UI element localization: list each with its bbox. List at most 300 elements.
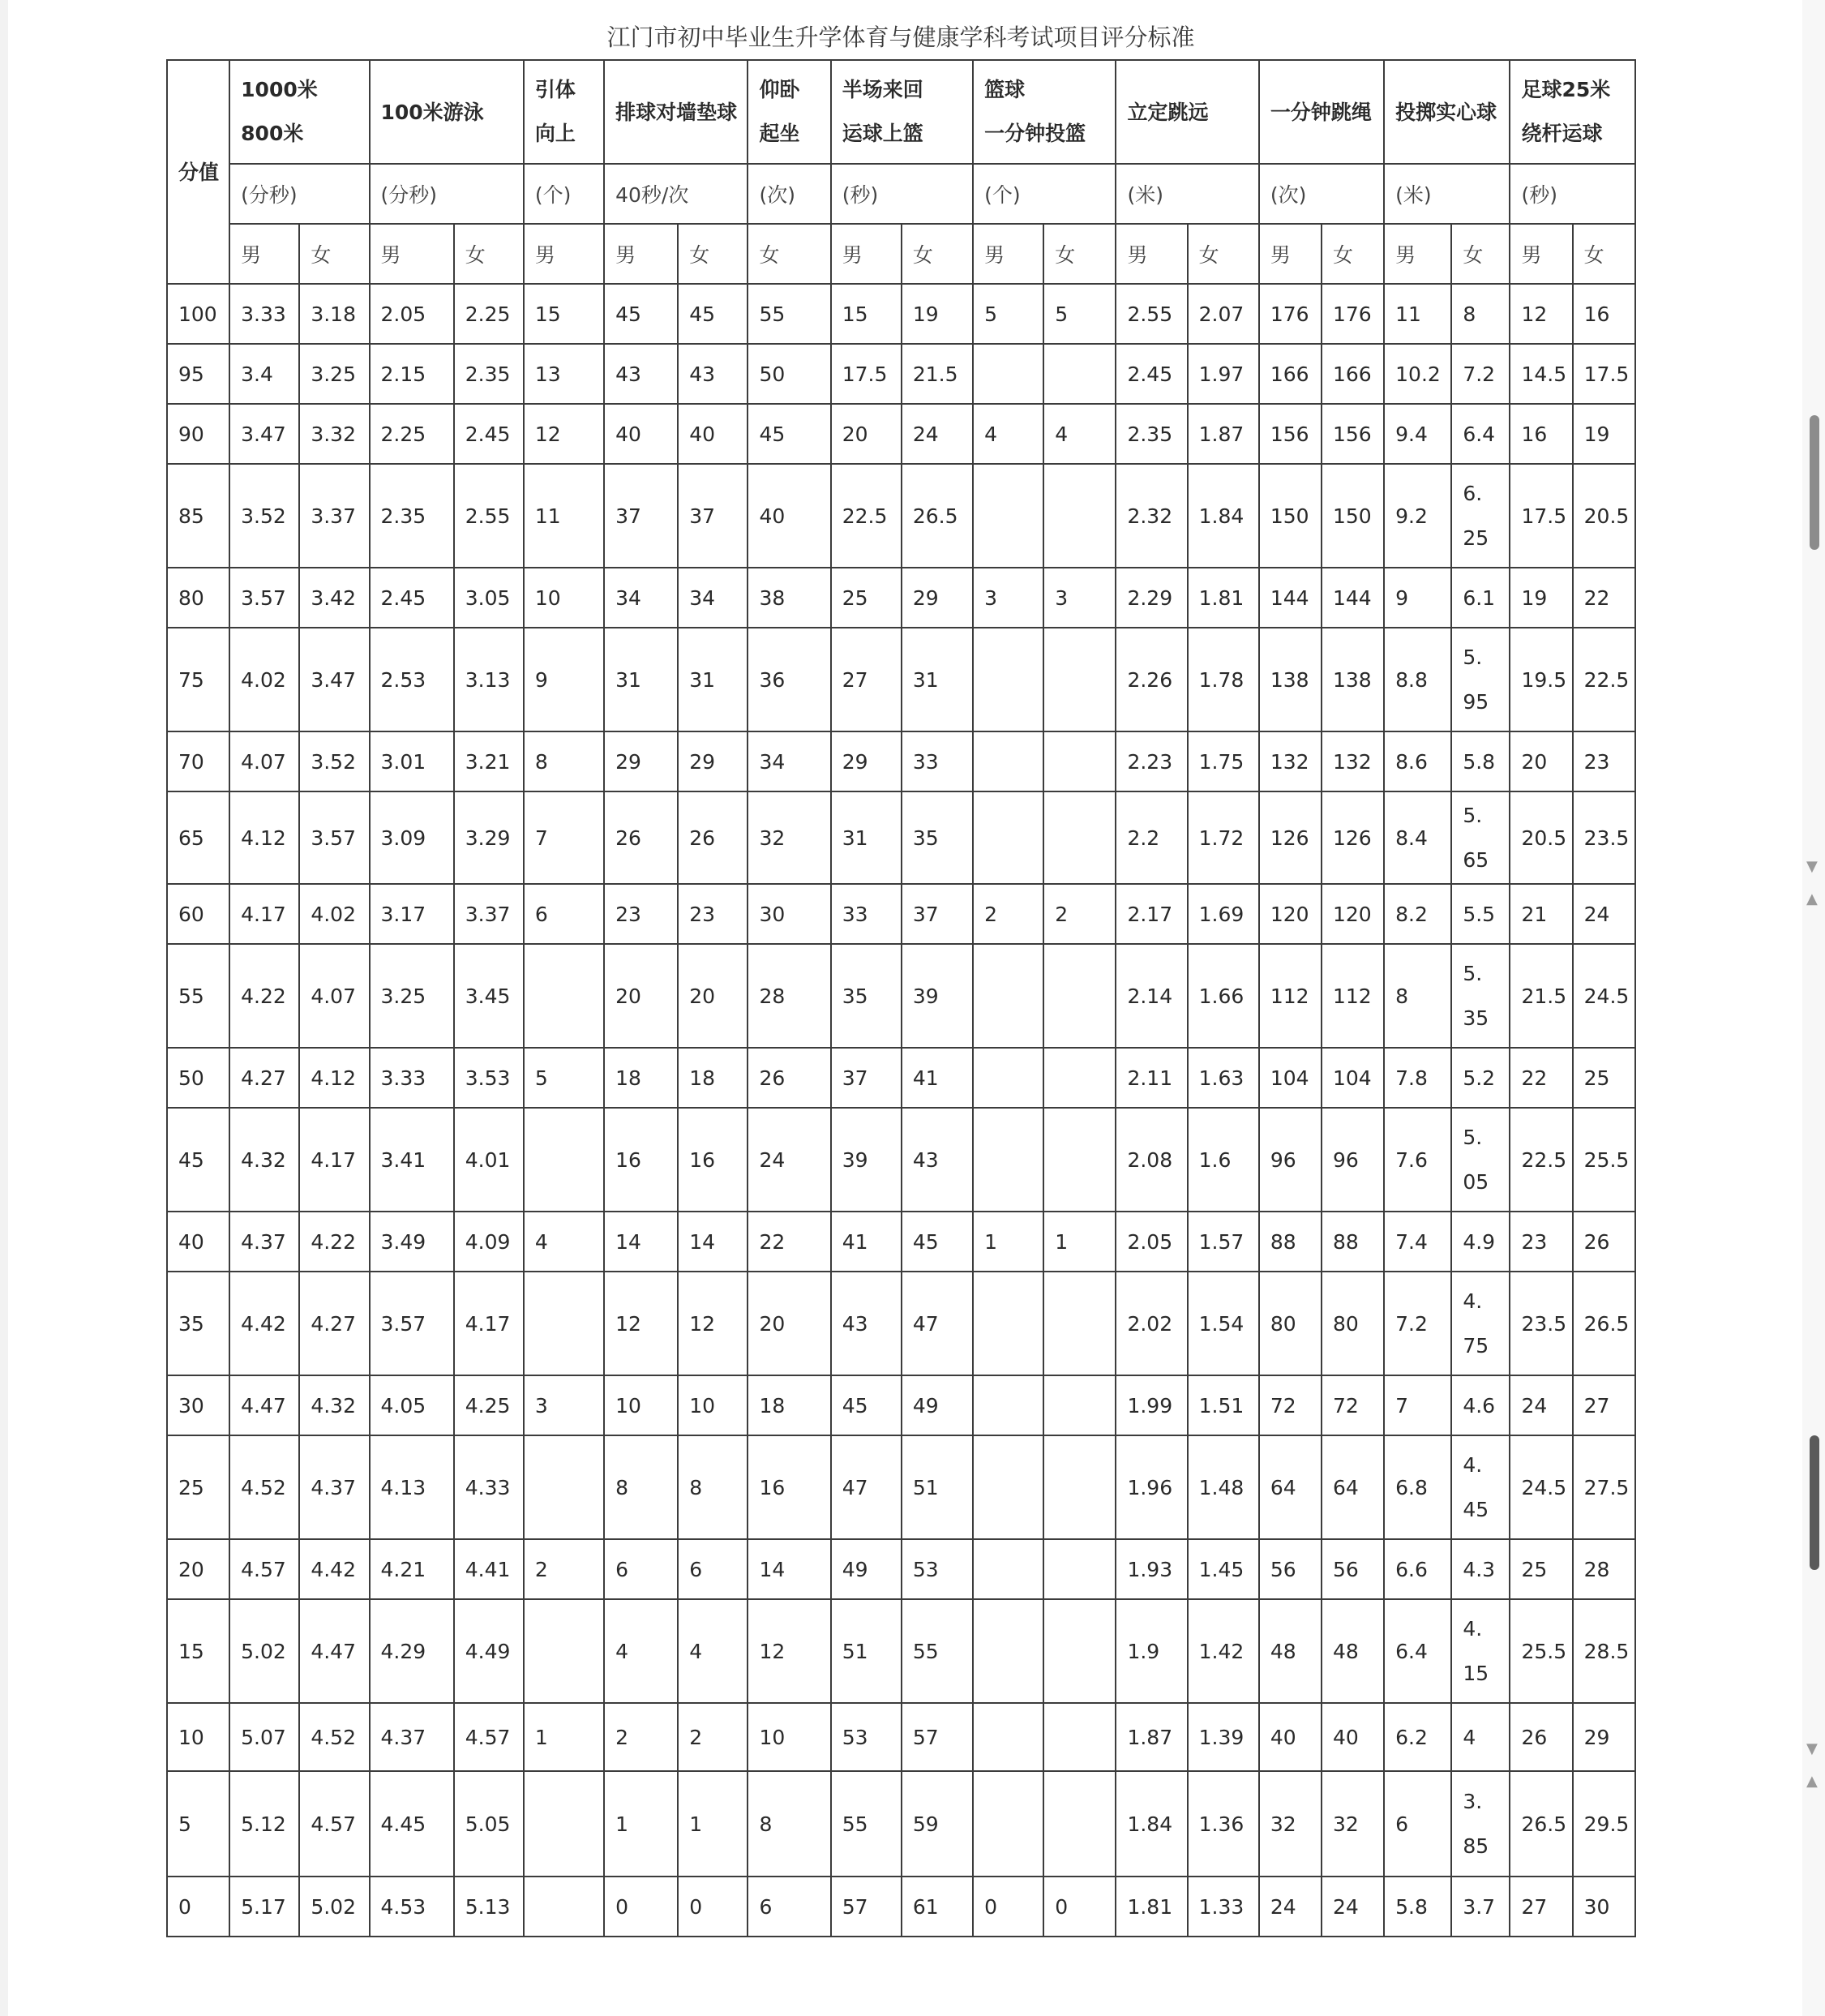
value-cell: 22 [748, 1212, 830, 1272]
value-cell [973, 1599, 1043, 1703]
value-cell [1043, 791, 1116, 884]
table-row [167, 1375, 1635, 1435]
value-cell: 5.8 [1384, 1877, 1451, 1937]
value-cell: 4.21 [370, 1539, 454, 1599]
value-cell: 8.4 [1384, 791, 1451, 884]
score-cell: 45 [167, 1108, 229, 1212]
scrollbar-thumb-lower[interactable] [1810, 1435, 1819, 1570]
value-cell: 10 [678, 1375, 748, 1435]
value-cell: 22.5 [1510, 1108, 1572, 1212]
value-cell: 45 [831, 1375, 902, 1435]
value-cell: 15 [831, 284, 902, 344]
value-cell: 1.39 [1188, 1703, 1259, 1771]
value-cell: 22 [1510, 1048, 1572, 1108]
value-cell: 22.5 [831, 464, 902, 568]
value-cell: 26 [604, 791, 678, 884]
value-cell: 0 [604, 1877, 678, 1937]
value-cell: 41 [831, 1212, 902, 1272]
unit-cell: (米) [1384, 164, 1510, 224]
value-cell: 26 [678, 791, 748, 884]
value-cell: 144 [1322, 568, 1384, 628]
value-cell: 61 [902, 1877, 973, 1937]
value-cell: 21.5 [1510, 944, 1572, 1048]
value-cell: 6.6 [1384, 1539, 1451, 1599]
score-cell: 5 [167, 1771, 229, 1877]
value-cell: 4 [678, 1599, 748, 1703]
unit-cell: (米) [1116, 164, 1258, 224]
value-cell: 40 [1259, 1703, 1322, 1771]
gender-cell: 女 [748, 224, 830, 284]
value-cell: 20.5 [1510, 791, 1572, 884]
value-cell: 3.52 [229, 464, 299, 568]
scroll-down-arrow-icon[interactable]: ▼ [1806, 1740, 1818, 1757]
value-cell: 24 [748, 1108, 830, 1212]
unit-cell: (分秒) [370, 164, 524, 224]
value-cell: 22 [1573, 568, 1635, 628]
value-cell: 88 [1259, 1212, 1322, 1272]
value-cell: 8 [1384, 944, 1451, 1048]
value-cell: 17.5 [831, 344, 902, 404]
value-cell [524, 1108, 604, 1212]
value-cell [973, 791, 1043, 884]
value-cell: 47 [902, 1272, 973, 1375]
table-row [167, 344, 1635, 404]
table-row [167, 404, 1635, 464]
value-cell: 4.57 [299, 1771, 369, 1877]
scroll-up-arrow-icon[interactable]: ▲ [1806, 890, 1818, 907]
value-cell [1043, 1771, 1116, 1877]
value-cell: 48 [1322, 1599, 1384, 1703]
value-cell: 33 [902, 731, 973, 791]
value-cell: 150 [1322, 464, 1384, 568]
value-cell: 5.05 [454, 1771, 524, 1877]
value-cell: 5 [1043, 284, 1116, 344]
value-cell: 29 [902, 568, 973, 628]
score-cell: 90 [167, 404, 229, 464]
value-cell: 8 [524, 731, 604, 791]
page-title: 江门市初中毕业生升学体育与健康学科考试项目评分标准 [606, 24, 1195, 51]
value-cell: 176 [1322, 284, 1384, 344]
value-cell: 7.6 [1384, 1108, 1451, 1212]
value-cell: 40 [1322, 1703, 1384, 1771]
gender-cell: 男 [831, 224, 902, 284]
value-cell: 26 [748, 1048, 830, 1108]
value-cell: 126 [1322, 791, 1384, 884]
value-cell: 30 [748, 884, 830, 944]
value-cell: 4.17 [454, 1272, 524, 1375]
value-cell: 3 [524, 1375, 604, 1435]
gender-cell: 男 [229, 224, 299, 284]
table-row [167, 1108, 1635, 1212]
value-cell [524, 1435, 604, 1539]
value-cell: 3.01 [370, 731, 454, 791]
value-cell: 32 [748, 791, 830, 884]
value-cell: 19 [1510, 568, 1572, 628]
value-cell: 1.96 [1116, 1435, 1187, 1539]
value-cell: 24.5 [1510, 1435, 1572, 1539]
value-cell: 8 [748, 1771, 830, 1877]
value-cell: 30 [1573, 1877, 1635, 1937]
value-cell: 18 [678, 1048, 748, 1108]
value-cell: 40 [678, 404, 748, 464]
value-cell: 8.6 [1384, 731, 1451, 791]
value-cell: 1.6 [1188, 1108, 1259, 1212]
unit-cell: (次) [1259, 164, 1384, 224]
value-cell [524, 1877, 604, 1937]
value-cell: 6.1 [1451, 568, 1510, 628]
value-cell [973, 1771, 1043, 1877]
value-cell: 6.25 [1451, 464, 1510, 568]
value-cell: 4.45 [1451, 1435, 1510, 1539]
value-cell: 16 [1510, 404, 1572, 464]
value-cell: 8.8 [1384, 628, 1451, 731]
value-cell: 36 [748, 628, 830, 731]
value-cell: 138 [1259, 628, 1322, 731]
unit-cell: (次) [748, 164, 830, 224]
value-cell: 55 [902, 1599, 973, 1703]
value-cell: 57 [831, 1877, 902, 1937]
value-cell: 3.4 [229, 344, 299, 404]
value-cell: 1.78 [1188, 628, 1259, 731]
score-cell: 65 [167, 791, 229, 884]
value-cell [1043, 1108, 1116, 1212]
header-soccer-line2: 绕杆运球 [1521, 122, 1603, 145]
gender-cell: 男 [973, 224, 1043, 284]
value-cell: 4.15 [1451, 1599, 1510, 1703]
value-cell: 1.45 [1188, 1539, 1259, 1599]
value-cell: 5 [973, 284, 1043, 344]
gender-cell: 女 [902, 224, 973, 284]
value-cell: 2.17 [1116, 884, 1187, 944]
scrollbar-track[interactable] [1802, 0, 1825, 2016]
value-cell: 26 [1573, 1212, 1635, 1272]
table-row [167, 1048, 1635, 1108]
value-cell: 28 [1573, 1539, 1635, 1599]
value-cell [1043, 1375, 1116, 1435]
value-cell: 51 [831, 1599, 902, 1703]
value-cell: 72 [1259, 1375, 1322, 1435]
value-cell: 32 [1259, 1771, 1322, 1877]
value-cell: 1.99 [1116, 1375, 1187, 1435]
value-cell: 20 [831, 404, 902, 464]
value-cell [973, 731, 1043, 791]
value-cell: 144 [1259, 568, 1322, 628]
table-row [167, 1272, 1635, 1375]
value-cell [524, 944, 604, 1048]
value-cell: 4.13 [370, 1435, 454, 1539]
value-cell: 156 [1322, 404, 1384, 464]
value-cell: 2 [678, 1703, 748, 1771]
value-cell: 4.9 [1451, 1212, 1510, 1272]
header-soccer-line1: 足球25米 [1521, 78, 1611, 101]
unit-cell: (分秒) [229, 164, 369, 224]
value-cell: 12 [1510, 284, 1572, 344]
header-pullup [524, 60, 604, 164]
value-cell: 2.05 [370, 284, 454, 344]
value-cell: 23 [1510, 1212, 1572, 1272]
score-cell: 50 [167, 1048, 229, 1108]
value-cell [524, 1599, 604, 1703]
value-cell: 4.3 [1451, 1539, 1510, 1599]
value-cell: 1.36 [1188, 1771, 1259, 1877]
value-cell: 2.05 [1116, 1212, 1187, 1272]
value-cell: 1 [1043, 1212, 1116, 1272]
value-cell: 2.02 [1116, 1272, 1187, 1375]
header-run-line1: 1000米 [241, 78, 318, 101]
value-cell: 64 [1259, 1435, 1322, 1539]
value-cell: 1.84 [1116, 1771, 1187, 1877]
value-cell: 4.25 [454, 1375, 524, 1435]
gender-cell: 男 [1116, 224, 1187, 284]
scroll-down-arrow-icon[interactable]: ▼ [1806, 858, 1818, 875]
value-cell [973, 1375, 1043, 1435]
value-cell: 55 [748, 284, 830, 344]
value-cell: 4.12 [299, 1048, 369, 1108]
value-cell: 1.33 [1188, 1877, 1259, 1937]
value-cell: 4.42 [229, 1272, 299, 1375]
value-cell: 20 [678, 944, 748, 1048]
value-cell: 1.57 [1188, 1212, 1259, 1272]
value-cell: 25.5 [1510, 1599, 1572, 1703]
value-cell: 64 [1322, 1435, 1384, 1539]
value-cell: 2.14 [1116, 944, 1187, 1048]
value-cell [973, 1108, 1043, 1212]
value-cell [1043, 1048, 1116, 1108]
gender-cell: 男 [1384, 224, 1451, 284]
value-cell: 14 [604, 1212, 678, 1272]
value-cell: 4.17 [299, 1108, 369, 1212]
value-cell: 34 [678, 568, 748, 628]
value-cell: 8 [604, 1435, 678, 1539]
value-cell: 3.85 [1451, 1771, 1510, 1877]
table-row [167, 464, 1635, 568]
gender-cell: 女 [299, 224, 369, 284]
value-cell: 33 [831, 884, 902, 944]
value-cell: 31 [831, 791, 902, 884]
value-cell: 24 [1322, 1877, 1384, 1937]
table-row [167, 1703, 1635, 1771]
value-cell: 1 [678, 1771, 748, 1877]
value-cell: 9 [1384, 568, 1451, 628]
score-cell: 10 [167, 1703, 229, 1771]
value-cell: 7 [524, 791, 604, 884]
value-cell: 50 [748, 344, 830, 404]
table-row [167, 284, 1635, 344]
value-cell: 4.47 [299, 1599, 369, 1703]
value-cell: 2.35 [370, 464, 454, 568]
value-cell: 10.2 [1384, 344, 1451, 404]
value-cell: 24 [1510, 1375, 1572, 1435]
value-cell: 9.2 [1384, 464, 1451, 568]
value-cell: 1.97 [1188, 344, 1259, 404]
value-cell: 49 [902, 1375, 973, 1435]
value-cell: 25.5 [1573, 1108, 1635, 1212]
value-cell: 51 [902, 1435, 973, 1539]
scrollbar-thumb-upper[interactable] [1810, 415, 1819, 550]
value-cell [973, 1539, 1043, 1599]
value-cell: 3.57 [229, 568, 299, 628]
value-cell [973, 1435, 1043, 1539]
value-cell: 32 [1322, 1771, 1384, 1877]
value-cell: 4.45 [370, 1771, 454, 1877]
value-cell: 12 [678, 1272, 748, 1375]
value-cell: 20 [604, 944, 678, 1048]
score-cell: 35 [167, 1272, 229, 1375]
value-cell: 166 [1259, 344, 1322, 404]
value-cell: 132 [1322, 731, 1384, 791]
value-cell: 11 [1384, 284, 1451, 344]
header-layup [831, 60, 973, 164]
value-cell: 5.05 [1451, 1108, 1510, 1212]
gender-cell: 男 [604, 224, 678, 284]
value-cell: 19.5 [1510, 628, 1572, 731]
scoring-table [166, 59, 1636, 1937]
gender-cell: 女 [678, 224, 748, 284]
value-cell: 9 [524, 628, 604, 731]
value-cell: 53 [902, 1539, 973, 1599]
value-cell: 104 [1259, 1048, 1322, 1108]
value-cell: 20 [748, 1272, 830, 1375]
value-cell: 176 [1259, 284, 1322, 344]
value-cell: 1 [973, 1212, 1043, 1272]
value-cell: 3.17 [370, 884, 454, 944]
table-row [167, 1599, 1635, 1703]
table-row [167, 944, 1635, 1048]
header-situp [748, 60, 830, 164]
header-run [229, 60, 369, 164]
value-cell [973, 1048, 1043, 1108]
value-cell: 6 [524, 884, 604, 944]
header-shooting-line2: 一分钟投篮 [984, 122, 1086, 145]
value-cell: 27 [1510, 1877, 1572, 1937]
value-cell: 1.66 [1188, 944, 1259, 1048]
value-cell [1043, 1272, 1116, 1375]
value-cell: 1.42 [1188, 1599, 1259, 1703]
value-cell: 25 [1510, 1539, 1572, 1599]
value-cell: 43 [604, 344, 678, 404]
value-cell: 37 [902, 884, 973, 944]
value-cell: 72 [1322, 1375, 1384, 1435]
table-row [167, 1877, 1635, 1937]
value-cell: 26.5 [1573, 1272, 1635, 1375]
value-cell: 4.17 [229, 884, 299, 944]
value-cell: 2.45 [370, 568, 454, 628]
value-cell: 5.8 [1451, 731, 1510, 791]
value-cell: 5.17 [229, 1877, 299, 1937]
value-cell: 53 [831, 1703, 902, 1771]
value-cell: 4.29 [370, 1599, 454, 1703]
score-cell: 60 [167, 884, 229, 944]
value-cell: 1.87 [1116, 1703, 1187, 1771]
score-cell: 40 [167, 1212, 229, 1272]
value-cell: 14.5 [1510, 344, 1572, 404]
gender-cell: 女 [454, 224, 524, 284]
value-cell: 3.57 [299, 791, 369, 884]
value-cell: 166 [1322, 344, 1384, 404]
score-cell: 75 [167, 628, 229, 731]
value-cell: 29.5 [1573, 1771, 1635, 1877]
value-cell: 120 [1322, 884, 1384, 944]
value-cell: 37 [831, 1048, 902, 1108]
value-cell: 2 [1043, 884, 1116, 944]
value-cell: 8 [678, 1435, 748, 1539]
value-cell: 0 [973, 1877, 1043, 1937]
value-cell: 17.5 [1573, 344, 1635, 404]
value-cell: 5.02 [299, 1877, 369, 1937]
value-cell: 5.02 [229, 1599, 299, 1703]
value-cell: 3.13 [454, 628, 524, 731]
value-cell: 4.52 [299, 1703, 369, 1771]
value-cell: 3.29 [454, 791, 524, 884]
value-cell: 41 [902, 1048, 973, 1108]
value-cell: 10 [748, 1703, 830, 1771]
value-cell: 27 [831, 628, 902, 731]
value-cell: 2.25 [370, 404, 454, 464]
value-cell: 3.18 [299, 284, 369, 344]
value-cell: 1.54 [1188, 1272, 1259, 1375]
table-row [167, 1771, 1635, 1877]
value-cell: 2 [524, 1539, 604, 1599]
value-cell: 2.35 [454, 344, 524, 404]
unit-cell: (个) [973, 164, 1116, 224]
value-cell [973, 344, 1043, 404]
value-cell: 23 [1573, 731, 1635, 791]
value-cell: 2.11 [1116, 1048, 1187, 1108]
value-cell [973, 628, 1043, 731]
value-cell: 6.8 [1384, 1435, 1451, 1539]
value-cell: 0 [1043, 1877, 1116, 1937]
value-cell: 56 [1259, 1539, 1322, 1599]
value-cell: 1 [524, 1703, 604, 1771]
value-cell: 4.09 [454, 1212, 524, 1272]
value-cell: 23 [678, 884, 748, 944]
value-cell: 2.23 [1116, 731, 1187, 791]
value-cell: 31 [604, 628, 678, 731]
value-cell: 43 [678, 344, 748, 404]
value-cell: 39 [902, 944, 973, 1048]
unit-cell: (个) [524, 164, 604, 224]
value-cell: 5.07 [229, 1703, 299, 1771]
value-cell: 0 [678, 1877, 748, 1937]
value-cell: 14 [748, 1539, 830, 1599]
value-cell: 45 [604, 284, 678, 344]
value-cell: 1.75 [1188, 731, 1259, 791]
header-layup-line2: 运球上篮 [842, 122, 923, 145]
value-cell: 2.08 [1116, 1108, 1187, 1212]
value-cell: 5.65 [1451, 791, 1510, 884]
value-cell: 3.7 [1451, 1877, 1510, 1937]
scroll-up-arrow-icon[interactable]: ▲ [1806, 1773, 1818, 1790]
value-cell: 16 [678, 1108, 748, 1212]
value-cell: 138 [1322, 628, 1384, 731]
header-pullup-line1: 引体 [534, 78, 576, 101]
value-cell [973, 944, 1043, 1048]
value-cell: 3.25 [370, 944, 454, 1048]
value-cell: 1.93 [1116, 1539, 1187, 1599]
header-score: 分值 [167, 60, 229, 284]
value-cell: 3.41 [370, 1108, 454, 1212]
value-cell: 23.5 [1573, 791, 1635, 884]
value-cell: 2 [973, 884, 1043, 944]
score-cell: 95 [167, 344, 229, 404]
header-rope-skipping: 一分钟跳绳 [1259, 60, 1384, 164]
value-cell: 3.37 [454, 884, 524, 944]
table-row [167, 731, 1635, 791]
table-row [167, 568, 1635, 628]
value-cell: 18 [604, 1048, 678, 1108]
value-cell: 37 [604, 464, 678, 568]
value-cell: 35 [831, 944, 902, 1048]
